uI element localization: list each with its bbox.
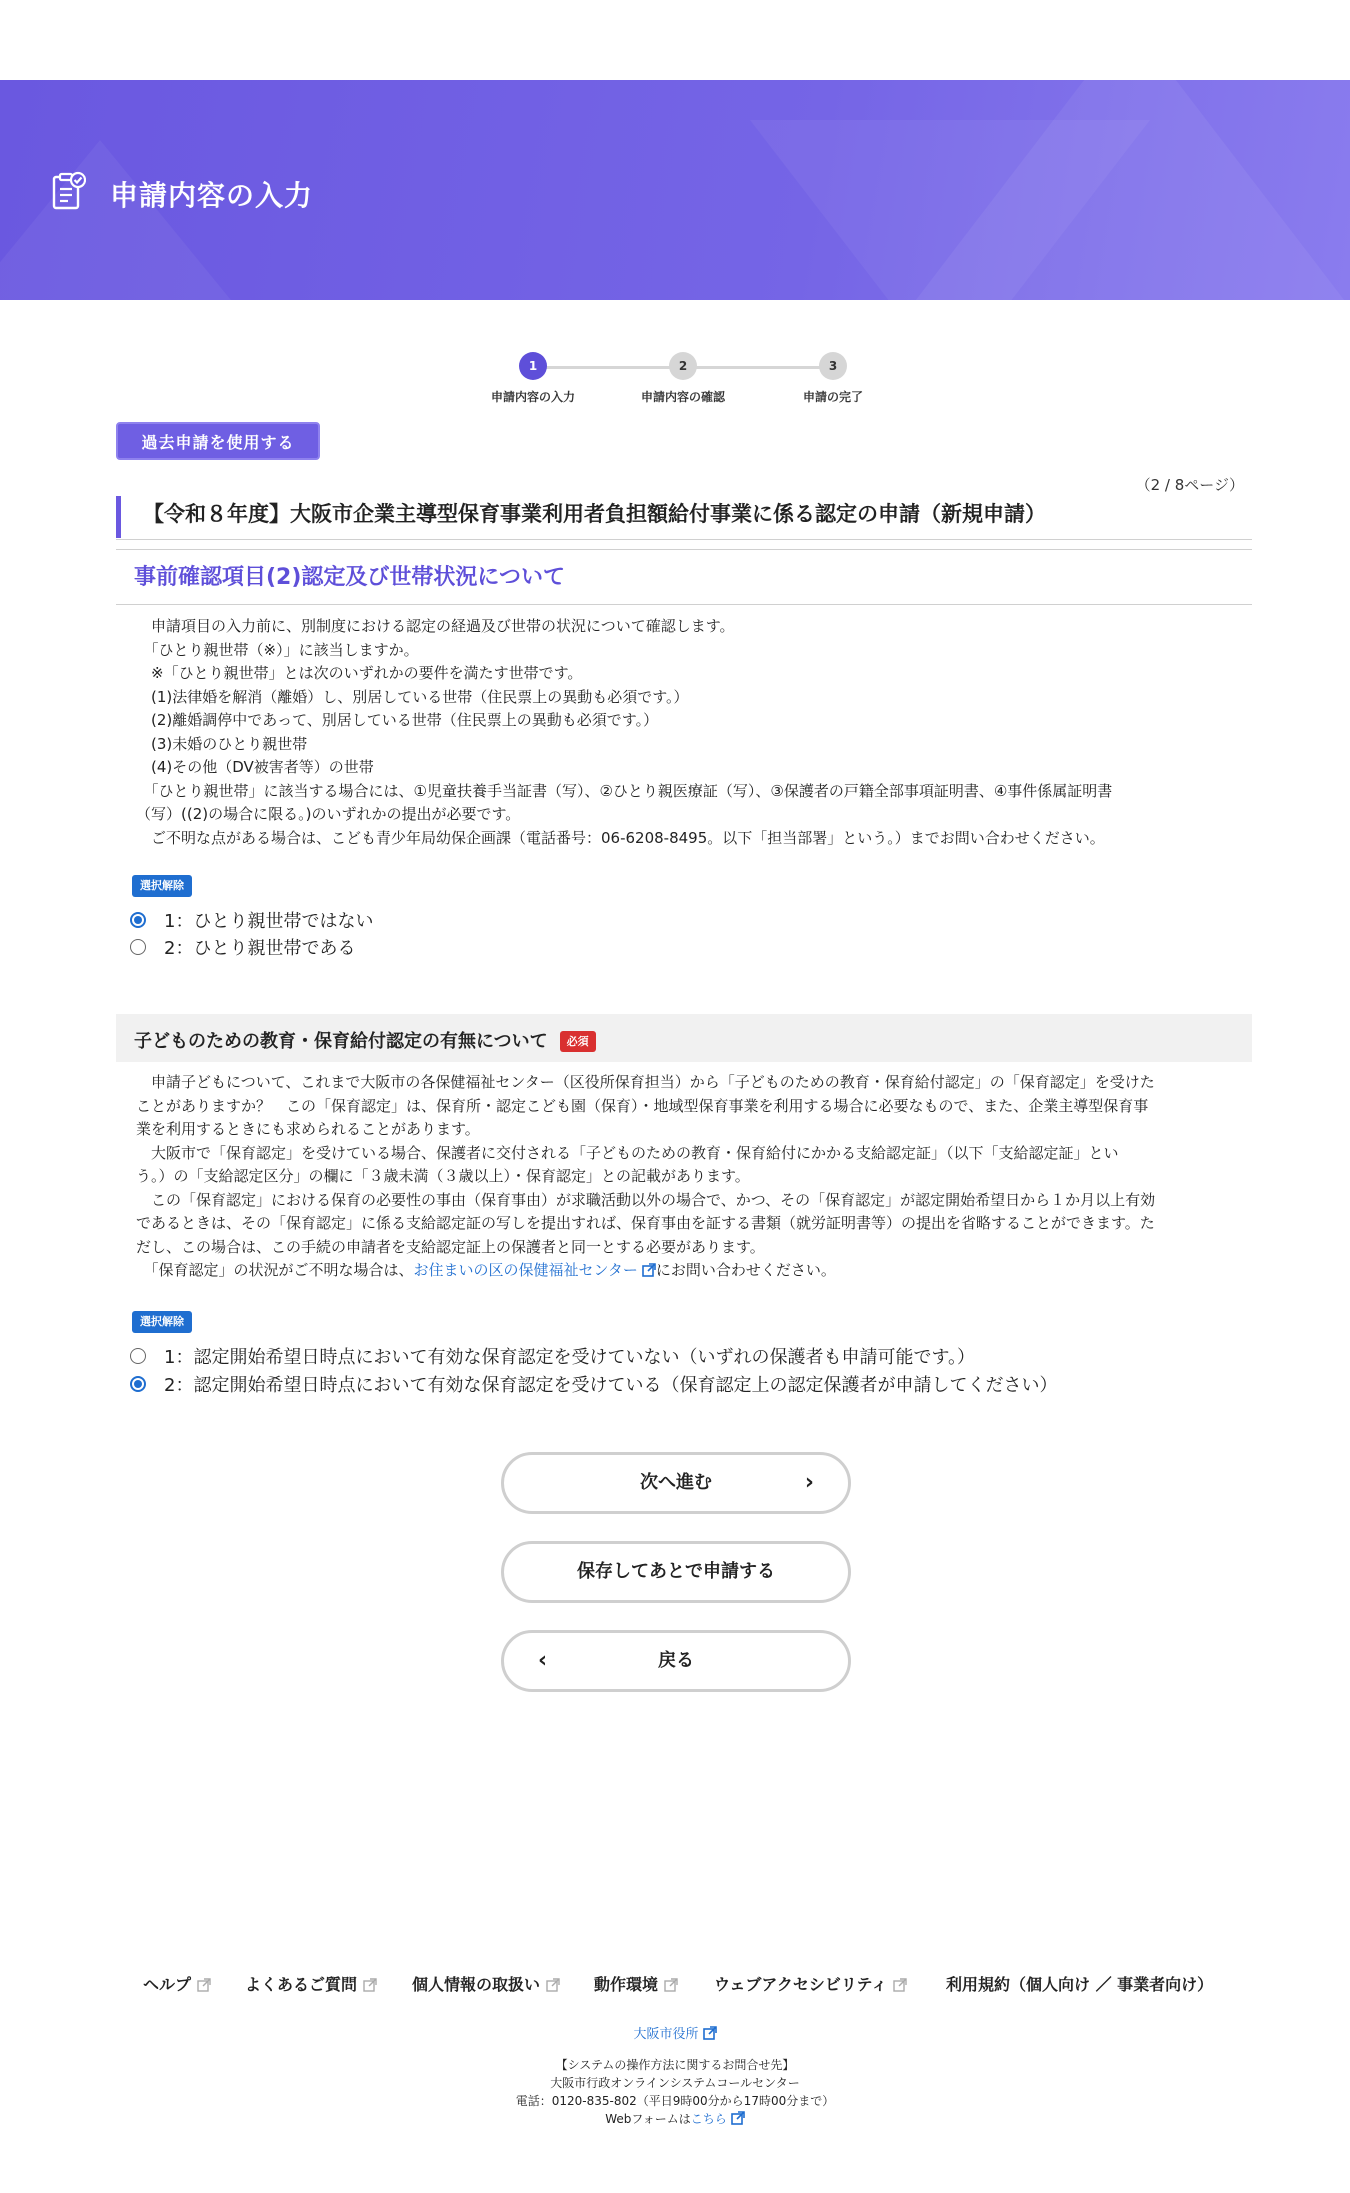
description-line: (1)法律婚を解消（離婚）し、別居している世帯（住民票上の異動も必須です。） <box>136 687 689 706</box>
step-number: 3 <box>819 352 847 380</box>
city-office-link[interactable] <box>0 2026 1350 2044</box>
divider <box>116 539 1252 540</box>
external-link-icon <box>363 1978 377 1992</box>
required-badge: 必須 <box>560 1031 596 1052</box>
radio-button[interactable] <box>130 1376 146 1392</box>
footer-link-faq[interactable] <box>245 1972 377 1995</box>
webform-line <box>0 2110 1350 2128</box>
description-line: 申請子どもについて、これまで大阪市の各保健福祉センター（区役所保育担当）から「子どものための教育・保育給付認定」の「保育認定」を受けた <box>136 1073 1155 1091</box>
form-title: 【令和８年度】大阪市企業主導型保育事業利用者負担額給付事業に係る認定の申請（新規申請） <box>116 496 1252 538</box>
description-line: ご不明な点がある場合は、こども青少年局幼保企画課（電話番号：06-6208-8495。以下「担当部署」という。）までお問い合わせください。 <box>136 828 1105 847</box>
description-line: (2)離婚調停中であって、別居している世帯（住民票上の異動も必須です。） <box>136 711 659 729</box>
question-title <box>134 1027 596 1053</box>
description-line: （写）((2)の場合に限る。)のいずれかの提出が必要です。 <box>136 805 521 823</box>
footer-info <box>0 2026 1350 2128</box>
description-line: ことがありますか？ この「保育認定」は、保育所・認定こども園（保育）・地域型保育事業を利用する場合に必要なもので、また、企業主導型保育事 <box>136 1096 1149 1115</box>
radio-option[interactable] <box>130 1371 1057 1397</box>
description-line: ※「ひとり親世帯」とは次のいずれかの要件を満たす世帯です。 <box>136 664 583 682</box>
step-number: 2 <box>669 352 697 380</box>
footer-link-label[interactable]: 動作環境 <box>594 1975 659 1994</box>
footer-link-environment[interactable] <box>594 1972 678 1995</box>
text: にお問い合わせください。 <box>655 1261 836 1279</box>
description-line: 大阪市で「保育認定」を受けている場合、保護者に交付される「子どものための教育・保育給付にかかる支給認定証」（以下「支給認定証」とい <box>136 1143 1119 1162</box>
radio-option[interactable] <box>130 1343 975 1369</box>
footer-link-label[interactable]: 利用規約（個人向け ／ 事業者向け） <box>946 1975 1214 1994</box>
external-link-icon <box>642 1263 656 1277</box>
description-line: 「ひとり親世帯」に該当する場合には、①児童扶養手当証書（写）、②ひとり親医療証（写）、③保護者の戸籍全部事項証明書、④事件係属証明書 <box>136 781 1113 800</box>
contact-title: 【システムの操作方法に関するお問合せ先】 <box>555 2058 795 2072</box>
radio-label[interactable]: 1：ひとり親世帯ではない <box>164 911 374 932</box>
footer-link-label[interactable]: 個人情報の取扱い <box>412 1975 541 1994</box>
radio-option[interactable] <box>130 907 373 933</box>
description-line: だし、この場合は、この手続の申請者を支給認定証上の保護者と同一とする必要があります。 <box>136 1237 765 1256</box>
radio-button[interactable] <box>130 939 146 955</box>
section-title: 事前確認項目(2)認定及び世帯状況について <box>134 565 565 590</box>
step-label: 申請内容の確認 <box>640 390 725 404</box>
save-later-button[interactable] <box>501 1541 851 1603</box>
footer-link-label[interactable]: ウェブアクセシビリティ <box>714 1975 888 1994</box>
description-line: この「保育認定」における保育の必要性の事由（保育事由）が求職活動以外の場合で、かつ、その「保育認定」が認定開始希望日から１か月以上有効 <box>136 1190 1156 1209</box>
radio-button[interactable] <box>130 912 146 928</box>
description-line: (4)その他（DV被害者等）の世帯 <box>136 758 374 776</box>
footer-link-label[interactable]: よくあるご質問 <box>245 1975 358 1994</box>
step-number: 1 <box>519 352 547 380</box>
external-link-icon <box>893 1978 907 1992</box>
section2-description <box>136 1071 1226 1283</box>
page-counter: （2 / 8ページ） <box>1135 476 1244 494</box>
clear-selection-button[interactable]: 選択解除 <box>132 875 192 897</box>
description-line <box>136 1259 1226 1283</box>
radio-label[interactable]: 1：認定開始希望日時点において有効な保育認定を受けていない（いずれの保護者も申請可能です。） <box>164 1347 976 1368</box>
step-label: 申請の完了 <box>802 390 863 404</box>
external-link-icon <box>731 2111 745 2125</box>
radio-label[interactable]: 2：ひとり親世帯である <box>164 938 356 959</box>
page-title: 申請内容の入力 <box>110 179 314 212</box>
clipboard-check-icon <box>52 171 86 211</box>
footer-links <box>0 1972 1350 2002</box>
health-center-link[interactable]: お住まいの区の保健福祉センター <box>413 1261 638 1279</box>
chevron-left-icon: ‹ <box>538 1648 548 1673</box>
description-line: 申請項目の入力前に、別制度における認定の経過及び世帯の状況について確認します。 <box>136 617 735 635</box>
footer-link-accessibility[interactable] <box>714 1972 907 1995</box>
divider <box>116 549 1252 550</box>
description-line: 業を利用するときにも求められることがあります。 <box>136 1120 480 1138</box>
footer-link-label[interactable]: ヘルプ <box>143 1975 192 1994</box>
contact-phone: 電話：0120-835-802（平日9時00分から17時00分まで） <box>515 2094 835 2108</box>
description-line: う。）の「支給認定区分」の欄に「３歳未満（３歳以上）・保育認定」との記載があります。 <box>136 1167 750 1185</box>
page-header-banner <box>0 80 1350 300</box>
back-button-label: 戻る <box>658 1650 694 1671</box>
step-2 <box>603 352 763 405</box>
external-link-icon <box>546 1978 560 1992</box>
radio-label[interactable]: 2：認定開始希望日時点において有効な保育認定を受けている（保育認定上の認定保護者が申請してください） <box>164 1375 1058 1396</box>
step-1 <box>453 352 613 405</box>
footer-link-privacy[interactable] <box>412 1972 560 1995</box>
chevron-right-icon: › <box>804 1470 814 1495</box>
external-link-icon <box>664 1978 678 1992</box>
decor-shape <box>0 140 280 300</box>
footer-link-terms[interactable] <box>946 1972 1213 1995</box>
next-button-label: 次へ進む <box>640 1472 712 1493</box>
webform-text: Webフォームは <box>605 2112 691 2126</box>
use-past-application-button[interactable]: 過去申請を使用する <box>116 422 320 460</box>
external-link-icon <box>197 1978 211 1992</box>
section1-description <box>136 615 1226 850</box>
next-button[interactable] <box>501 1452 851 1514</box>
save-later-button-label: 保存してあとで申請する <box>577 1561 775 1582</box>
question-header <box>116 1014 1252 1062</box>
description-line: であるときは、その「保育認定」に係る支給認定証の写しを提出すれば、保育事由を証する書類（就労証明書等）の提出を省略することができます。た <box>136 1214 1155 1232</box>
step-3 <box>753 352 913 405</box>
footer-link-help[interactable] <box>143 1972 211 1995</box>
description-line: 「ひとり親世帯（※）」に該当しますか。 <box>136 640 419 659</box>
contact-name: 大阪市行政オンラインシステムコールセンター <box>550 2076 800 2090</box>
divider <box>116 604 1252 605</box>
city-office-label[interactable]: 大阪市役所 <box>633 2027 699 2042</box>
step-label: 申請内容の入力 <box>490 390 575 404</box>
description-line: (3)未婚のひとり親世帯 <box>136 734 308 753</box>
decor-shape <box>750 120 1150 300</box>
text: 「保育認定」の状況がご不明な場合は、 <box>136 1261 414 1279</box>
progress-stepper <box>0 352 1350 412</box>
external-link-icon <box>703 2026 717 2040</box>
radio-option[interactable] <box>130 934 355 960</box>
question-title-text: 子どものための教育・保育給付認定の有無について <box>134 1031 548 1052</box>
radio-button[interactable] <box>130 1348 146 1364</box>
webform-link[interactable]: こちら <box>690 2112 727 2126</box>
clear-selection-button[interactable]: 選択解除 <box>132 1311 192 1333</box>
back-button[interactable] <box>501 1630 851 1692</box>
